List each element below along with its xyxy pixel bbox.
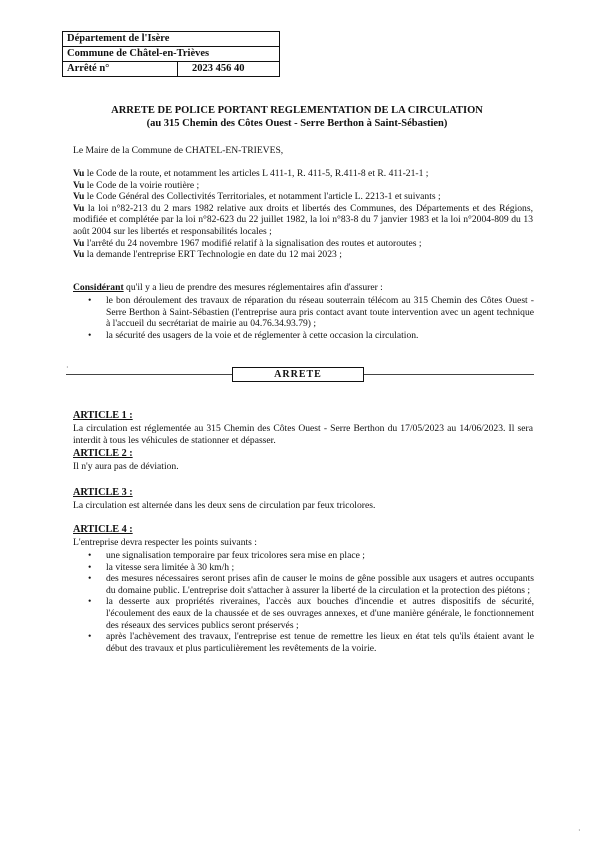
bullet-icon: •	[88, 573, 92, 585]
vu-word: Vu	[73, 179, 85, 191]
bullet-icon: •	[88, 295, 92, 306]
vu-word: Vu	[73, 237, 85, 249]
vu-item: Vu la loi n°82-213 du 2 mars 1982 relative aux droits et libertés des Communes, des Départements et des Régions, modifiée et complétée par la loi n°82-623 du 22 juillet 1982, la loi n°83-8 du 7 janvier 1983 et la loi n°2004-809 du 13 août 2004 sur les libertés et responsabilités locales ;	[73, 202, 533, 237]
vu-item: Vu le Code Général des Collectivités Territoriales, et notamment l'article L. 2213-1 et suivants ;	[73, 191, 441, 203]
list-item: • la vitesse sera limitée à 30 km/h ;	[88, 561, 235, 573]
department-label: Département de l'Isère	[63, 32, 279, 47]
list-item: • une signalisation temporaire par feux tricolores sera mise en place ;	[88, 550, 365, 561]
considerant-line	[73, 282, 533, 294]
bullet-icon: •	[88, 631, 92, 643]
vu-item: Vu l'arrêté du 24 novembre 1967 modifié relatif à la signalisation des routes et autoroutes ;	[73, 237, 422, 249]
document-title: ARRETE DE POLICE PORTANT REGLEMENTATION DE LA CIRCULATION	[111, 105, 483, 116]
document-subtitle: (au 315 Chemin des Côtes Ouest - Serre Berthon à Saint-Sébastien)	[146, 118, 448, 129]
vu-word: Vu	[73, 168, 85, 179]
article-1-heading: ARTICLE 1 :	[73, 410, 133, 421]
vu-item: Vu le Code de la route, et notamment les articles L 411-1, R. 411-5, R.411-8 et R. 411-21-1 ;	[73, 168, 429, 179]
article-4-text: L'entreprise devra respecter les points suivants :	[73, 537, 257, 548]
list-item: • des mesures nécessaires seront prises afin de causer le moins de gêne possible aux usagers et autres occupants du domaine public. L'entreprise doit s'attacher à assurer la liberté de la circulation et la protection des piétons ;	[88, 573, 534, 596]
article-4-list	[88, 550, 534, 654]
considerant-word: Considérant	[73, 282, 124, 293]
bullet-icon: •	[88, 561, 92, 573]
intro-text: Le Maire de la Commune de CHATEL-EN-TRIEVES,	[73, 145, 284, 156]
considerant-text: qu'il y a lieu de prendre des mesures réglementaires afin d'assurer :	[126, 282, 383, 293]
article-2-heading: ARTICLE 2 :	[73, 448, 133, 459]
list-item: • la sécurité des usagers de la voie et de réglementer à cette occasion la circulation.	[88, 329, 419, 341]
bullet-icon: •	[88, 596, 92, 608]
bullet-icon: •	[88, 329, 92, 341]
article-2-text: Il n'y aura pas de déviation.	[73, 461, 179, 472]
arrete-heading: ARRETE	[232, 367, 364, 382]
vu-item: Vu la demande l'entreprise ERT Technologie en date du 12 mai 2023 ;	[73, 249, 342, 261]
vu-word: Vu	[73, 202, 85, 214]
article-4-heading: ARTICLE 4 :	[73, 524, 133, 535]
vu-word: Vu	[73, 191, 85, 203]
arrete-label: Arrêté n°	[67, 63, 110, 74]
vu-list	[73, 168, 533, 261]
vu-word: Vu	[73, 249, 85, 261]
article-3-text: La circulation est alternée dans les deux sens de circulation par feux tricolores.	[73, 500, 376, 511]
scan-mark: ·	[66, 363, 69, 372]
list-item: • après l'achèvement des travaux, l'entreprise est tenue de remettre les lieux en état tels qu'ils étaient avant le début des travaux et plus particulièrement les revêtements de la voirie.	[88, 631, 534, 654]
arrete-number: 2023 456 40	[177, 62, 245, 76]
considerant-list	[88, 295, 534, 341]
arrete-number-row	[63, 62, 279, 76]
list-item: • la desserte aux propriétés riveraines, l'accès aux bouches d'incendie et autres dispositifs de sécurité, l'écoulement des eaux de la chaussée et de ses ouvrages annexes, et d'une manière générale, le fonctionnement des réseaux des services publics seront préservés ;	[88, 596, 534, 631]
commune-label: Commune de Châtel-en-Trièves	[63, 47, 279, 62]
article-3-heading: ARTICLE 3 :	[73, 487, 133, 498]
vu-item: Vu le Code de la voirie routière ;	[73, 179, 200, 191]
article-1-text: La circulation est réglementée au 315 Chemin des Côtes Ouest - Serre Berthon du 17/05/2023 au 14/06/2023. Il sera interdit à tous les véhicules de stationner et dépasser.	[73, 423, 533, 446]
list-item: • le bon déroulement des travaux de réparation du réseau souterrain télécom au 315 Chemin des Côtes Ouest - Serre Berthon à Saint-Sébastien (l'entreprise aura pris contact avant toute intervention avec un agent technique à l'accueil du secrétariat de mairie au 04.76.34.93.79) ;	[88, 295, 534, 330]
scan-mark: ·	[578, 826, 581, 835]
bullet-icon: •	[88, 550, 92, 561]
header-box	[62, 31, 280, 77]
